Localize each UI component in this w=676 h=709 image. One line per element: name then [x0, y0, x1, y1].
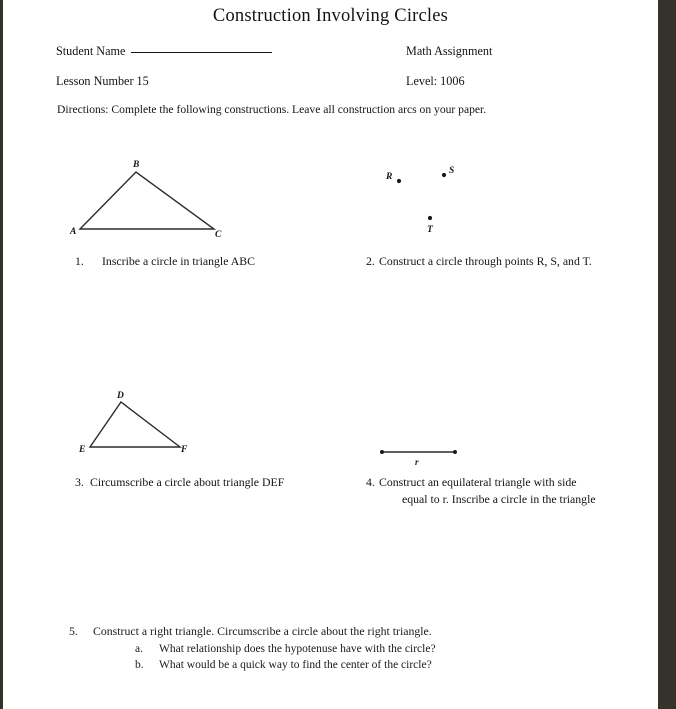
vertex-label-d: D — [117, 391, 124, 401]
triangle-def-shape — [90, 402, 180, 447]
question-2-number: 2. — [366, 254, 375, 268]
worksheet-page — [3, 0, 658, 709]
question-5a-text: What relationship does the hypotenuse have with the circle? — [159, 643, 436, 655]
point-t-dot — [428, 216, 432, 220]
question-2-text: Construct a circle through points R, S, and T. — [379, 254, 592, 268]
student-name-blank-rule[interactable] — [131, 52, 272, 53]
point-r-dot — [397, 179, 401, 183]
question-4-text-line-2: equal to r. Inscribe a circle in the triangle — [402, 492, 596, 506]
directions-text: Directions: Complete the following constructions. Leave all construction arcs on your paper. — [57, 103, 487, 116]
question-1-text: Inscribe a circle in triangle ABC — [102, 254, 255, 268]
vertex-label-a: A — [70, 227, 77, 237]
question-5b-letter: b. — [135, 659, 144, 671]
figure-segment-r — [375, 443, 470, 471]
page-title: Construction Involving Circles — [212, 6, 449, 26]
segment-r-endpoint-left — [380, 450, 384, 454]
assignment-type-label: Math Assignment — [406, 44, 493, 58]
figure-triangle-abc — [63, 158, 243, 248]
question-5-number: 5. — [69, 624, 78, 638]
question-5a-letter: a. — [135, 643, 143, 655]
question-5b-text: What would be a quick way to find the center of the circle? — [159, 659, 432, 671]
question-4-text-line-1: Construct an equilateral triangle with side — [379, 475, 577, 489]
segment-label-r: r — [415, 457, 419, 467]
question-1-number: 1. — [75, 254, 84, 268]
student-name-field — [56, 44, 272, 59]
question-3-number: 3. — [75, 475, 84, 489]
question-5-text: Construct a right triangle. Circumscribe a circle about the right triangle. — [93, 624, 432, 638]
vertex-label-e: E — [79, 445, 86, 455]
vertex-label-f: F — [181, 445, 188, 455]
triangle-abc-shape — [80, 172, 214, 229]
figure-triangle-def — [73, 390, 203, 460]
segment-r-endpoint-right — [453, 450, 457, 454]
figure-points-rst — [378, 160, 478, 240]
question-3-text: Circumscribe a circle about triangle DEF — [90, 475, 285, 489]
point-s-dot — [442, 173, 446, 177]
vertex-label-c: C — [215, 230, 222, 240]
lesson-number-label: Lesson Number 15 — [56, 74, 149, 88]
question-4-number: 4. — [366, 475, 375, 489]
page-edge-right-shadow — [658, 0, 676, 709]
vertex-label-b: B — [133, 160, 140, 170]
level-label: Level: 1006 — [406, 74, 465, 88]
point-label-s: S — [449, 166, 455, 176]
point-label-t: T — [427, 225, 433, 235]
student-name-label: Student Name — [56, 44, 126, 58]
point-label-r: R — [386, 172, 393, 182]
